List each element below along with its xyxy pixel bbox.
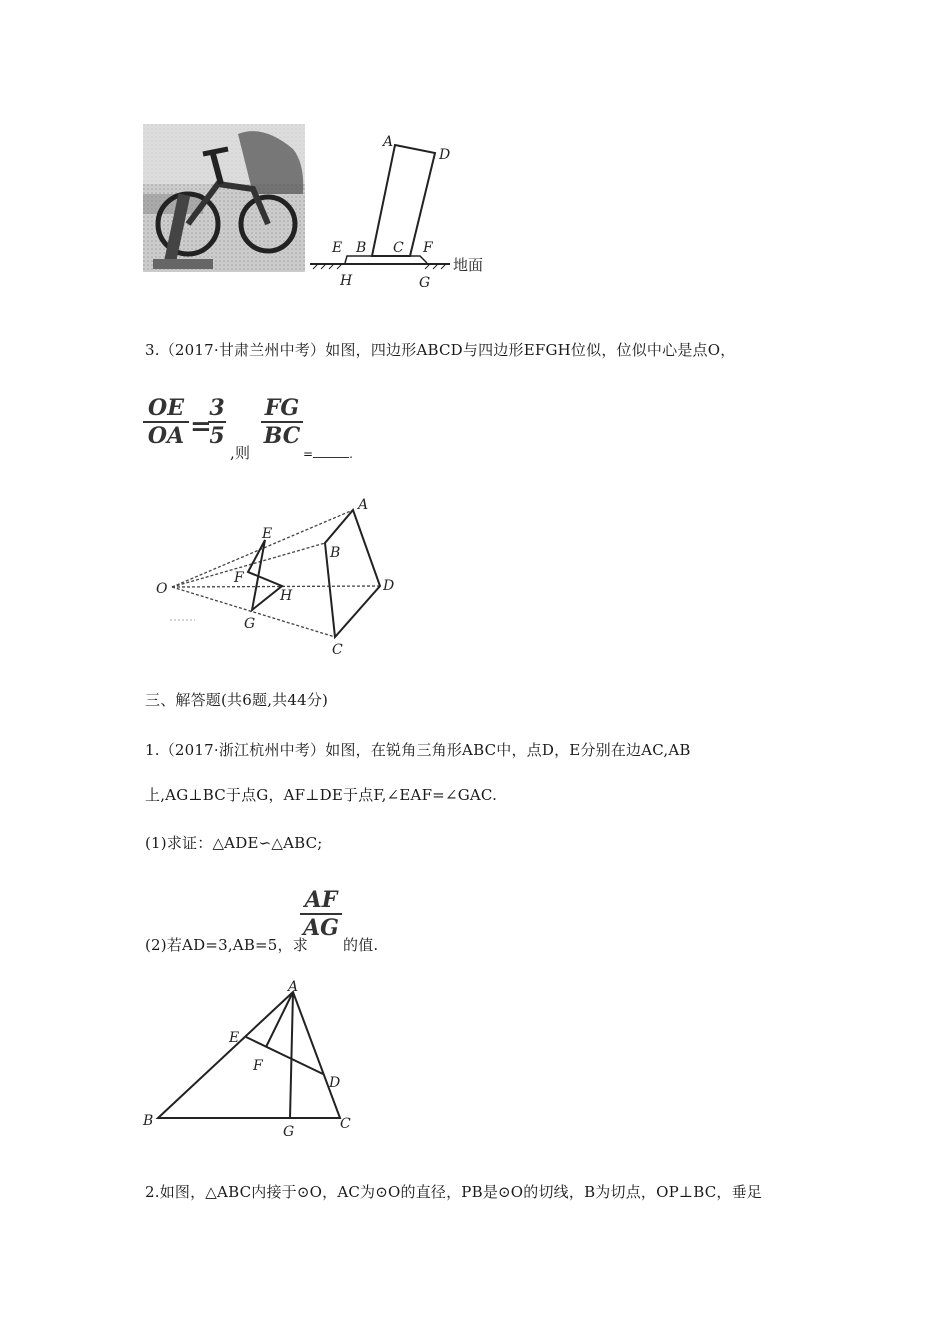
triangle-diagram — [140, 980, 360, 1140]
blank-line — [313, 443, 349, 458]
p1-part2-pre: (2)若AD=3,AB=5，求 — [145, 936, 308, 954]
label-D: D — [439, 147, 451, 163]
fraction-fg-bc — [261, 395, 303, 449]
section-heading: 三、解答题(共6题,共44分) — [145, 691, 329, 709]
fraction-numerator: 3 — [209, 395, 225, 421]
label-A: A — [358, 497, 369, 513]
fraction-numerator: OE — [148, 395, 184, 421]
then-text: ,则 — [230, 444, 251, 462]
fraction-denominator: OA — [147, 423, 185, 449]
label-G: G — [419, 275, 431, 290]
label-E: E — [262, 526, 273, 542]
label-H: H — [340, 273, 353, 289]
fraction-numerator: FG — [264, 395, 300, 421]
fraction-numerator: AF — [304, 887, 338, 913]
fraction-af-ag — [300, 887, 342, 941]
label-B: B — [356, 240, 367, 256]
blank-period: . — [349, 447, 353, 461]
label-C: C — [393, 240, 404, 256]
p1-part2-post: 的值. — [343, 936, 379, 954]
label-B: B — [143, 1113, 154, 1129]
equals-sign: = — [190, 412, 212, 442]
label-D: D — [383, 578, 395, 594]
label-B: B — [330, 545, 341, 561]
label-A: A — [383, 134, 394, 150]
label-E: E — [229, 1030, 240, 1046]
label-F: F — [234, 570, 244, 586]
p1-line1: 1.（2017·浙江杭州中考）如图，在锐角三角形ABC中，点D，E分别在边AC,AB — [145, 741, 691, 759]
label-C: C — [332, 642, 343, 658]
label-A: A — [288, 980, 299, 995]
fraction-denominator: 5 — [209, 423, 225, 449]
label-O: O — [156, 581, 168, 597]
q3-text: 3.（2017·甘肃兰州中考）如图，四边形ABCD与四边形EFGH位似，位似中心是点O， — [145, 341, 736, 359]
blank-equals: = — [303, 447, 314, 461]
homothety-diagram — [150, 490, 410, 660]
bike-rack-diagram — [305, 130, 515, 290]
fraction-denominator: BC — [263, 423, 301, 449]
ground-label: 地面 — [453, 256, 484, 274]
fraction-oe-oa — [143, 395, 189, 449]
fraction-3-5 — [208, 395, 226, 449]
label-F: F — [423, 240, 433, 256]
label-H: H — [280, 588, 293, 604]
label-D: D — [329, 1075, 341, 1091]
label-C: C — [340, 1116, 351, 1132]
label-E: E — [332, 240, 343, 256]
p1-part1: (1)求证：△ADE∽△ABC; — [145, 834, 323, 852]
p2-line1: 2.如图，△ABC内接于⊙O，AC为⊙O的直径，PB是⊙O的切线，B为切点，OP⊥BC，垂足 — [145, 1183, 762, 1201]
p1-line2: 上,AG⊥BC于点G，AF⊥DE于点F,∠EAF=∠GAC. — [145, 786, 498, 804]
label-G: G — [244, 616, 256, 632]
answer-blank — [303, 443, 353, 464]
label-G: G — [283, 1124, 295, 1140]
fraction-denominator: AG — [303, 915, 339, 941]
bicycle-photo — [143, 124, 305, 272]
label-F: F — [253, 1058, 263, 1074]
